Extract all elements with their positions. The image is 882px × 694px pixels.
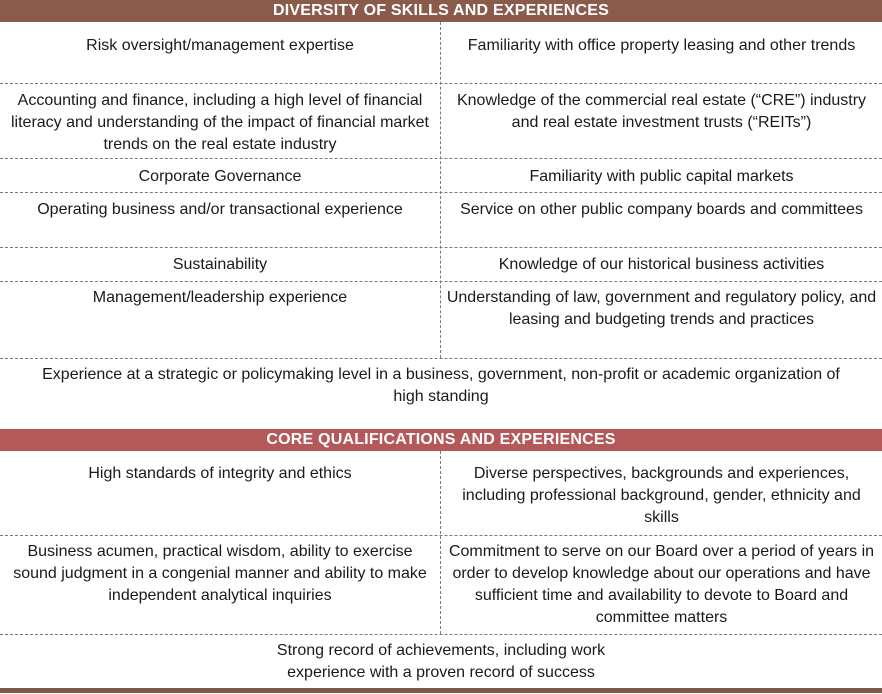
core-row-1-right: Diverse perspectives, backgrounds and experiences, including professional background, gender, ethnicity and skills (462, 465, 861, 526)
row-divider (0, 247, 882, 248)
diversity-row-2-right: Knowledge of the commercial real estate (“CRE”) industry and real estate investment trusts (“REITs”) (456, 92, 867, 131)
core-footer-row: Strong record of achievements, including work experience with a proven record of success (276, 642, 606, 681)
core-row-2-right: Commitment to serve on our Board over a period of years in order to develop knowledge about our operations and have sufficient time and availability to devote to Board and committee matters (448, 543, 875, 626)
diversity-row-6-left: Management/leadership experience (92, 289, 348, 306)
core-section-header: CORE QUALIFICATIONS AND EXPERIENCES (0, 429, 882, 451)
diversity-section-header: DIVERSITY OF SKILLS AND EXPERIENCES (0, 0, 882, 22)
diversity-row-6-right: Understanding of law, government and regulatory policy, and leasing and budgeting trends and practices (446, 289, 877, 328)
row-divider (0, 158, 882, 159)
diversity-row-4-left: Operating business and/or transactional experience (37, 201, 403, 218)
row-divider (0, 192, 882, 193)
row-divider (0, 358, 882, 359)
diversity-row-1-right: Familiarity with office property leasing and other trends (467, 37, 856, 54)
core-row-2-left: Business acumen, practical wisdom, ability to exercise sound judgment in a congenial manner and ability to make independent analytical inquiries (13, 543, 427, 604)
row-divider (0, 535, 882, 536)
row-divider (0, 634, 882, 635)
diversity-row-5-left: Sustainability (172, 256, 268, 273)
diversity-row-2-left: Accounting and finance, including a high level of financial literacy and understanding of the impact of financial market trends on the real estate industry (10, 92, 429, 153)
row-divider (0, 83, 882, 84)
bottom-rule (0, 688, 882, 693)
diversity-footer-row: Experience at a strategic or policymaking level in a business, government, non-profit or academic organization of high standing (42, 366, 840, 405)
diversity-row-5-right: Knowledge of our historical business activities (498, 256, 825, 273)
diversity-row-1-left: Risk oversight/management expertise (86, 37, 354, 54)
diversity-row-3-right: Familiarity with public capital markets (529, 168, 794, 185)
core-row-1-left: High standards of integrity and ethics (88, 465, 352, 482)
diversity-row-3-left: Corporate Governance (138, 168, 302, 185)
row-divider (0, 281, 882, 282)
diversity-row-4-right: Service on other public company boards and committees (460, 201, 863, 218)
